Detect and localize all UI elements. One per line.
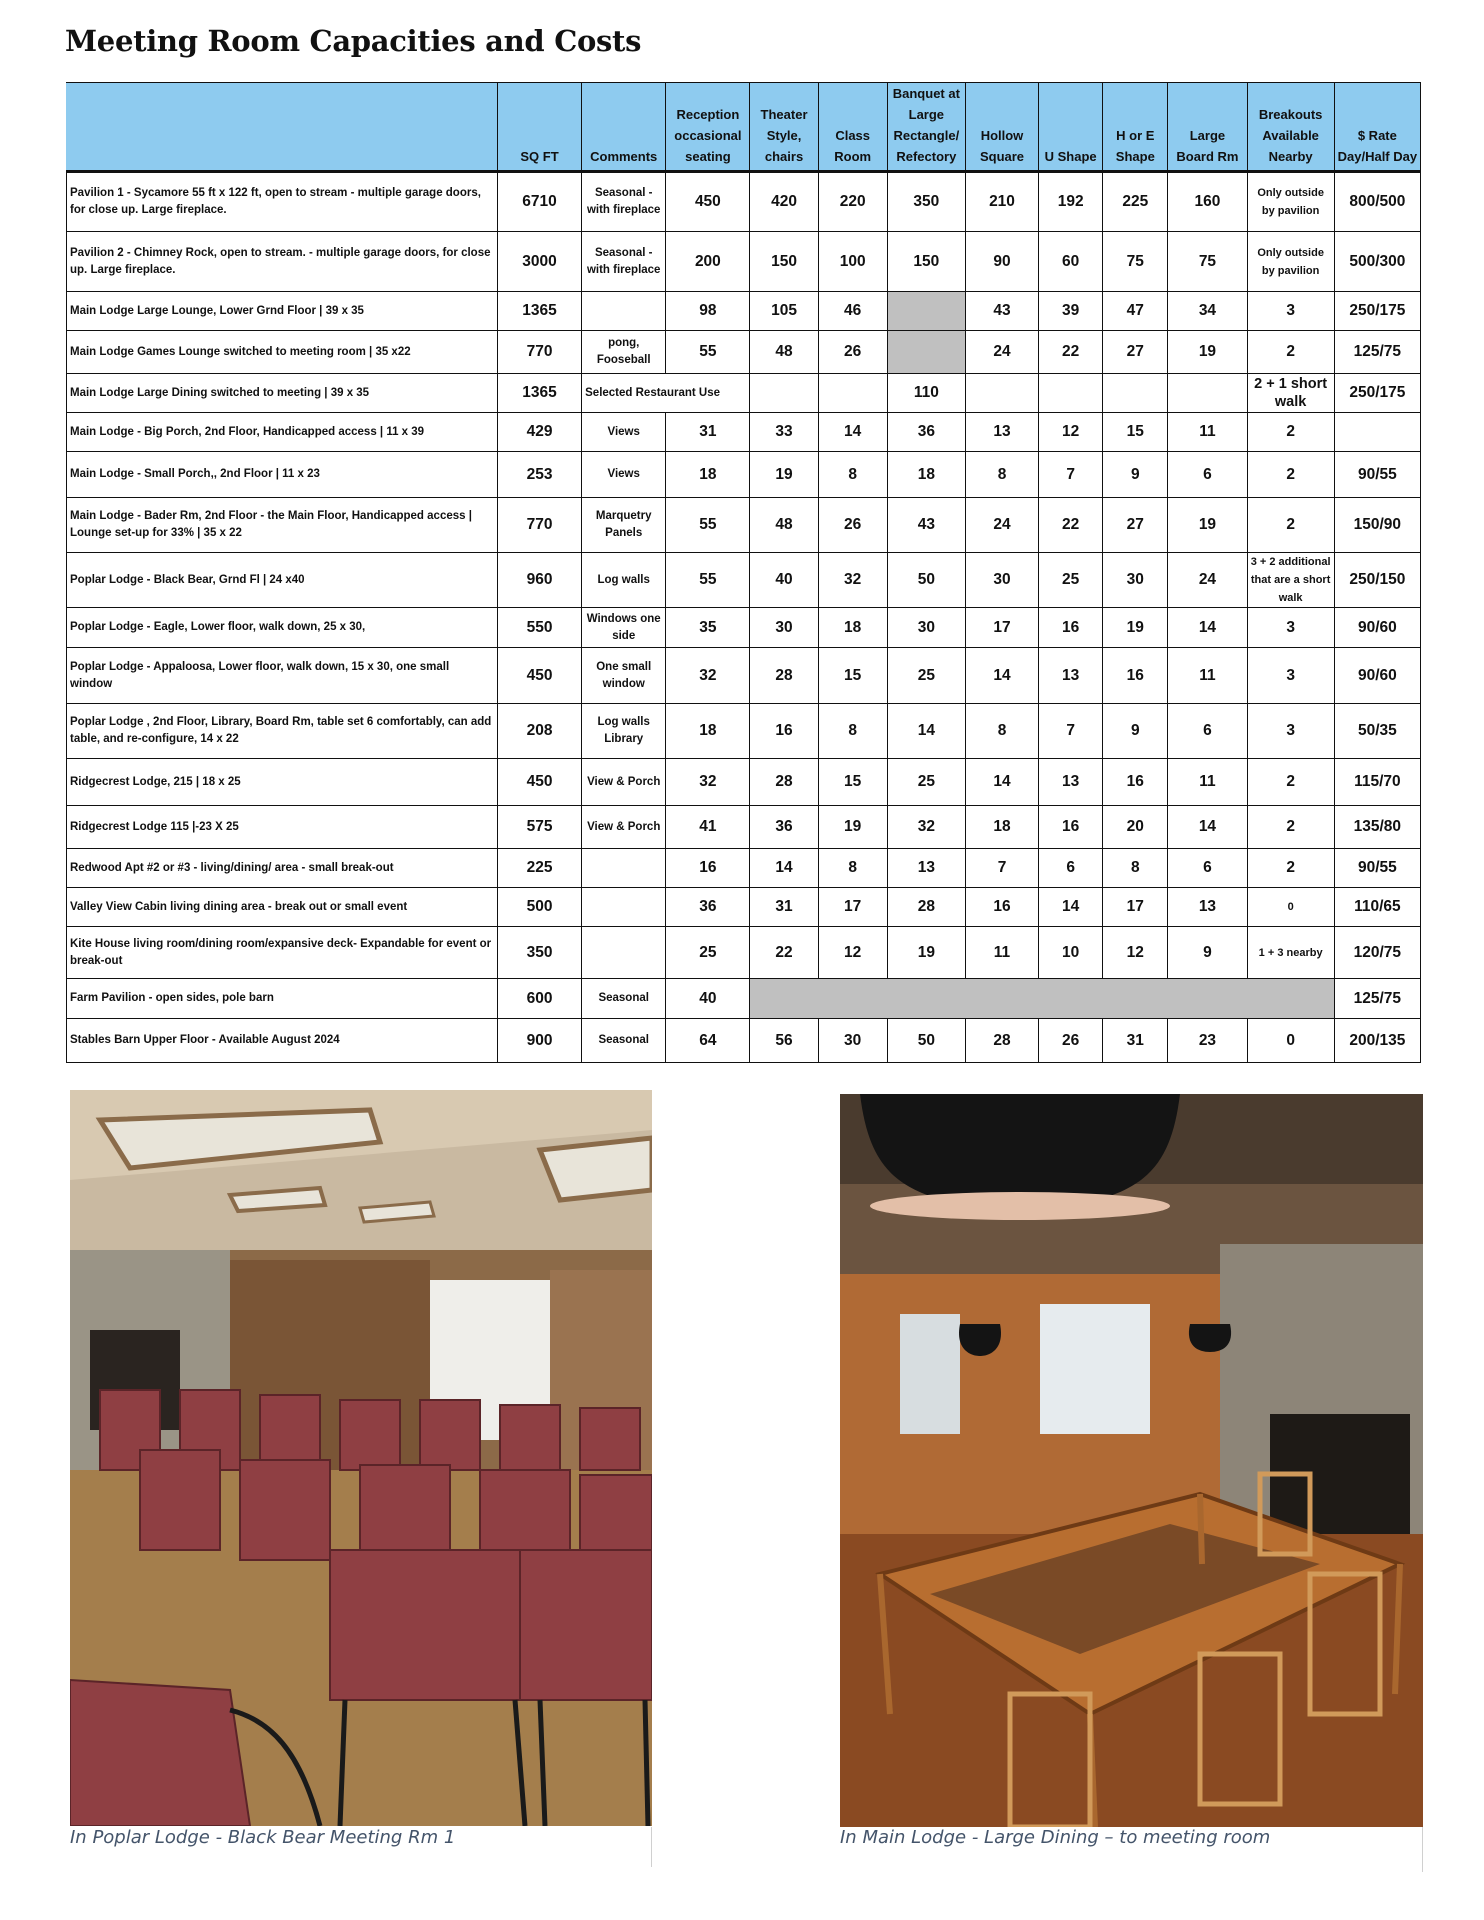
hollow-cell: 16: [965, 888, 1038, 927]
reception-cell: 40: [666, 979, 750, 1019]
ushape-cell: 22: [1039, 331, 1103, 374]
comments-cell: Seasonal: [582, 979, 666, 1019]
theater-cell: 36: [750, 806, 818, 849]
room-name-cell: Ridgecrest Lodge, 215 | 18 x 25: [67, 759, 498, 806]
ushape-cell: 60: [1039, 232, 1103, 292]
comments-cell: View & Porch: [582, 806, 666, 849]
classroom-cell: 15: [818, 648, 887, 704]
breakouts-cell: 1 + 3 nearby: [1247, 927, 1334, 979]
board-cell: [1168, 374, 1247, 413]
rate-cell: 250/175: [1334, 374, 1420, 413]
board-cell: 14: [1168, 806, 1247, 849]
sqft-cell: 225: [497, 849, 581, 888]
board-cell: 19: [1168, 498, 1247, 553]
breakouts-cell: 3 + 2 additional that are a short walk: [1247, 553, 1334, 608]
col-header-ushape: U Shape: [1039, 83, 1103, 172]
room-name-cell: Poplar Lodge - Black Bear, Grnd Fl | 24 x40: [67, 553, 498, 608]
ushape-cell: 12: [1039, 413, 1103, 452]
breakouts-cell: 2: [1247, 849, 1334, 888]
breakouts-cell: 2: [1247, 498, 1334, 553]
board-cell: 14: [1168, 608, 1247, 648]
hore-cell: 27: [1103, 498, 1168, 553]
table-row: [67, 374, 1421, 413]
hollow-cell: 14: [965, 648, 1038, 704]
col-header-theater: Theater Style, chairs: [750, 83, 818, 172]
theater-cell: 28: [750, 648, 818, 704]
board-cell: 6: [1168, 704, 1247, 759]
classroom-cell: 8: [818, 849, 887, 888]
reception-cell: 18: [666, 704, 750, 759]
breakouts-cell: 2: [1247, 759, 1334, 806]
ushape-cell: 26: [1039, 1019, 1103, 1063]
hollow-cell: 18: [965, 806, 1038, 849]
sqft-cell: 960: [497, 553, 581, 608]
rate-cell: 250/150: [1334, 553, 1420, 608]
breakouts-cell: Only outside by pavilion: [1247, 232, 1334, 292]
theater-cell: 40: [750, 553, 818, 608]
theater-cell: 56: [750, 1019, 818, 1063]
page-title: Meeting Room Capacities and Costs: [65, 24, 642, 58]
reception-cell: 32: [666, 648, 750, 704]
theater-cell: 48: [750, 498, 818, 553]
hollow-cell: 7: [965, 849, 1038, 888]
ushape-cell: [1039, 374, 1103, 413]
theater-cell: 30: [750, 608, 818, 648]
theater-cell: 105: [750, 292, 818, 331]
board-cell: 19: [1168, 331, 1247, 374]
room-name-cell: Pavilion 1 - Sycamore 55 ft x 122 ft, open to stream - multiple garage doors, for close up. Large fireplace.: [67, 172, 498, 232]
hollow-cell: 13: [965, 413, 1038, 452]
banquet-cell: 50: [887, 1019, 965, 1063]
table-row: [67, 608, 1421, 648]
hore-cell: 17: [1103, 888, 1168, 927]
classroom-cell: 8: [818, 452, 887, 498]
ushape-cell: 22: [1039, 498, 1103, 553]
right-caption-line: [1422, 1827, 1423, 1872]
rate-cell: 110/65: [1334, 888, 1420, 927]
room-name-cell: Stables Barn Upper Floor - Available August 2024: [67, 1019, 498, 1063]
theater-cell: 150: [750, 232, 818, 292]
classroom-cell: 26: [818, 498, 887, 553]
col-header-breakouts: Breakouts Available Nearby: [1247, 83, 1334, 172]
hore-cell: 31: [1103, 1019, 1168, 1063]
hollow-cell: 8: [965, 704, 1038, 759]
classroom-cell: 15: [818, 759, 887, 806]
reception-cell: 98: [666, 292, 750, 331]
rate-cell: 135/80: [1334, 806, 1420, 849]
reception-cell: 36: [666, 888, 750, 927]
rate-cell: 500/300: [1334, 232, 1420, 292]
sqft-cell: 1365: [497, 292, 581, 331]
theater-cell: 48: [750, 331, 818, 374]
breakouts-cell: 2: [1247, 413, 1334, 452]
reception-cell: 64: [666, 1019, 750, 1063]
sqft-cell: 3000: [497, 232, 581, 292]
ushape-cell: 7: [1039, 704, 1103, 759]
hollow-cell: 14: [965, 759, 1038, 806]
sqft-cell: 900: [497, 1019, 581, 1063]
table-row: [67, 172, 1421, 232]
table-row: [67, 849, 1421, 888]
reception-cell: 55: [666, 553, 750, 608]
hollow-cell: 43: [965, 292, 1038, 331]
comments-cell: Seasonal: [582, 1019, 666, 1063]
room-name-cell: Redwood Apt #2 or #3 - living/dining/ area - small break-out: [67, 849, 498, 888]
banquet-cell: 25: [887, 648, 965, 704]
left-caption-line: [651, 1827, 652, 1867]
rate-cell: 50/35: [1334, 704, 1420, 759]
reception-cell: 31: [666, 413, 750, 452]
breakouts-cell: 2: [1247, 331, 1334, 374]
classroom-cell: 8: [818, 704, 887, 759]
banquet-cell: 30: [887, 608, 965, 648]
board-cell: 23: [1168, 1019, 1247, 1063]
breakouts-cell: 2: [1247, 806, 1334, 849]
hollow-cell: 17: [965, 608, 1038, 648]
table-row: [67, 759, 1421, 806]
ushape-cell: 7: [1039, 452, 1103, 498]
hore-cell: 75: [1103, 232, 1168, 292]
rate-cell: 125/75: [1334, 979, 1420, 1019]
rate-cell: 125/75: [1334, 331, 1420, 374]
ushape-cell: 16: [1039, 806, 1103, 849]
comments-cell: Views: [582, 413, 666, 452]
breakouts-cell: 3: [1247, 608, 1334, 648]
comments-cell: Seasonal - with fireplace: [582, 232, 666, 292]
rate-cell: 90/60: [1334, 608, 1420, 648]
room-name-cell: Valley View Cabin living dining area - break out or small event: [67, 888, 498, 927]
room-name-cell: Main Lodge - Bader Rm, 2nd Floor - the Main Floor, Handicapped access | Lounge set-up for 33% | 35 x 22: [67, 498, 498, 553]
breakouts-cell: 0: [1247, 888, 1334, 927]
reception-cell: 32: [666, 759, 750, 806]
board-cell: 24: [1168, 553, 1247, 608]
classroom-cell: 220: [818, 172, 887, 232]
hore-cell: 20: [1103, 806, 1168, 849]
unavailable-block: [750, 979, 1334, 1019]
comments-cell: View & Porch: [582, 759, 666, 806]
comments-cell: Selected Restaurant Use: [582, 374, 750, 413]
classroom-cell: 12: [818, 927, 887, 979]
right-photo-caption: In Main Lodge - Large Dining – to meeting room: [840, 1827, 1271, 1848]
table-row: [67, 806, 1421, 849]
col-header-hore: H or E Shape: [1103, 83, 1168, 172]
reception-cell: 200: [666, 232, 750, 292]
hollow-cell: 24: [965, 498, 1038, 553]
rate-cell: 115/70: [1334, 759, 1420, 806]
hore-cell: 27: [1103, 331, 1168, 374]
hollow-cell: [965, 374, 1038, 413]
reception-cell: 18: [666, 452, 750, 498]
breakouts-cell: 3: [1247, 648, 1334, 704]
table-row: [67, 979, 1421, 1019]
classroom-cell: 30: [818, 1019, 887, 1063]
rate-cell: 250/175: [1334, 292, 1420, 331]
reception-cell: 25: [666, 927, 750, 979]
hollow-cell: 30: [965, 553, 1038, 608]
col-header-room: [67, 83, 498, 172]
table-row: [67, 888, 1421, 927]
table-row: [67, 927, 1421, 979]
hollow-cell: 11: [965, 927, 1038, 979]
table-body: [67, 172, 1421, 1063]
sqft-cell: 450: [497, 648, 581, 704]
rate-cell: 200/135: [1334, 1019, 1420, 1063]
room-name-cell: Main Lodge Large Lounge, Lower Grnd Floor | 39 x 35: [67, 292, 498, 331]
table-row: [67, 331, 1421, 374]
hore-cell: 12: [1103, 927, 1168, 979]
reception-cell: 16: [666, 849, 750, 888]
classroom-cell: 17: [818, 888, 887, 927]
banquet-cell: 28: [887, 888, 965, 927]
board-cell: 11: [1168, 648, 1247, 704]
table-row: [67, 1019, 1421, 1063]
room-name-cell: Main Lodge Large Dining switched to meeting | 39 x 35: [67, 374, 498, 413]
room-name-cell: Poplar Lodge - Appaloosa, Lower floor, walk down, 15 x 30, one small window: [67, 648, 498, 704]
hore-cell: 47: [1103, 292, 1168, 331]
comments-cell: Log walls Library: [582, 704, 666, 759]
comments-cell: Log walls: [582, 553, 666, 608]
board-cell: 160: [1168, 172, 1247, 232]
room-name-cell: Main Lodge Games Lounge switched to meeting room | 35 x22: [67, 331, 498, 374]
hore-cell: [1103, 374, 1168, 413]
comments-cell: Windows one side: [582, 608, 666, 648]
theater-cell: 420: [750, 172, 818, 232]
comments-cell: Seasonal - with fireplace: [582, 172, 666, 232]
rate-cell: 800/500: [1334, 172, 1420, 232]
hollow-cell: 90: [965, 232, 1038, 292]
comments-cell: Marquetry Panels: [582, 498, 666, 553]
header-row: [67, 83, 1421, 172]
room-name-cell: Poplar Lodge - Eagle, Lower floor, walk down, 25 x 30,: [67, 608, 498, 648]
breakouts-cell: Only outside by pavilion: [1247, 172, 1334, 232]
room-name-cell: Poplar Lodge , 2nd Floor, Library, Board Rm, table set 6 comfortably, can add table, and re-configure, 14 x 22: [67, 704, 498, 759]
banquet-cell: 18: [887, 452, 965, 498]
board-cell: 11: [1168, 759, 1247, 806]
hore-cell: 16: [1103, 648, 1168, 704]
classroom-cell: 19: [818, 806, 887, 849]
sqft-cell: 1365: [497, 374, 581, 413]
hore-cell: 225: [1103, 172, 1168, 232]
banquet-cell: 43: [887, 498, 965, 553]
reception-cell: 41: [666, 806, 750, 849]
photo-poplar-lodge: [70, 1090, 652, 1826]
ushape-cell: 25: [1039, 553, 1103, 608]
reception-cell: 55: [666, 498, 750, 553]
hore-cell: 19: [1103, 608, 1168, 648]
rate-cell: 90/60: [1334, 648, 1420, 704]
banquet-cell: 13: [887, 849, 965, 888]
col-header-hollow: Hollow Square: [965, 83, 1038, 172]
board-cell: 6: [1168, 849, 1247, 888]
sqft-cell: 429: [497, 413, 581, 452]
banquet-cell: [887, 331, 965, 374]
sqft-cell: 253: [497, 452, 581, 498]
breakouts-cell: 0: [1247, 1019, 1334, 1063]
table-row: [67, 553, 1421, 608]
col-header-banquet: Banquet at Large Rectangle/ Refectory: [887, 83, 965, 172]
room-name-cell: Main Lodge - Big Porch, 2nd Floor, Handicapped access | 11 x 39: [67, 413, 498, 452]
hore-cell: 9: [1103, 452, 1168, 498]
sqft-cell: 600: [497, 979, 581, 1019]
ushape-cell: 39: [1039, 292, 1103, 331]
rate-cell: 90/55: [1334, 849, 1420, 888]
ushape-cell: 192: [1039, 172, 1103, 232]
room-name-cell: Pavilion 2 - Chimney Rock, open to stream. - multiple garage doors, for close up. Large fireplace.: [67, 232, 498, 292]
comments-cell: One small window: [582, 648, 666, 704]
board-cell: 13: [1168, 888, 1247, 927]
reception-cell: 35: [666, 608, 750, 648]
banquet-cell: 110: [887, 374, 965, 413]
board-cell: 6: [1168, 452, 1247, 498]
comments-cell: Views: [582, 452, 666, 498]
breakouts-cell: 3: [1247, 292, 1334, 331]
hore-cell: 15: [1103, 413, 1168, 452]
theater-cell: 19: [750, 452, 818, 498]
theater-cell: 22: [750, 927, 818, 979]
col-header-board: Large Board Rm: [1168, 83, 1247, 172]
table-row: [67, 648, 1421, 704]
board-cell: 9: [1168, 927, 1247, 979]
ushape-cell: 13: [1039, 759, 1103, 806]
col-header-classroom: Class Room: [818, 83, 887, 172]
theater-cell: 28: [750, 759, 818, 806]
comments-cell: [582, 849, 666, 888]
theater-cell: 33: [750, 413, 818, 452]
rate-cell: 90/55: [1334, 452, 1420, 498]
left-photo-caption: In Poplar Lodge - Black Bear Meeting Rm 1: [70, 1827, 456, 1848]
col-header-sqft: SQ FT: [497, 83, 581, 172]
theater-cell: 14: [750, 849, 818, 888]
breakouts-cell: 2 + 1 short walk: [1247, 374, 1334, 413]
sqft-cell: 770: [497, 498, 581, 553]
banquet-cell: 36: [887, 413, 965, 452]
banquet-cell: [887, 292, 965, 331]
breakouts-cell: 2: [1247, 452, 1334, 498]
sqft-cell: 6710: [497, 172, 581, 232]
table-row: [67, 498, 1421, 553]
room-name-cell: Ridgecrest Lodge 115 |-23 X 25: [67, 806, 498, 849]
theater-cell: 16: [750, 704, 818, 759]
sqft-cell: 500: [497, 888, 581, 927]
rate-cell: [1334, 413, 1420, 452]
ushape-cell: 16: [1039, 608, 1103, 648]
hore-cell: 16: [1103, 759, 1168, 806]
hollow-cell: 8: [965, 452, 1038, 498]
table-row: [67, 232, 1421, 292]
ushape-cell: 13: [1039, 648, 1103, 704]
rate-cell: 150/90: [1334, 498, 1420, 553]
board-cell: 75: [1168, 232, 1247, 292]
col-header-comments: Comments: [582, 83, 666, 172]
classroom-cell: 26: [818, 331, 887, 374]
comments-cell: [582, 888, 666, 927]
banquet-cell: 19: [887, 927, 965, 979]
table-row: [67, 292, 1421, 331]
photo-main-lodge-dining: [840, 1094, 1423, 1827]
theater-cell: 31: [750, 888, 818, 927]
classroom-cell: 14: [818, 413, 887, 452]
room-name-cell: Farm Pavilion - open sides, pole barn: [67, 979, 498, 1019]
board-cell: 34: [1168, 292, 1247, 331]
ushape-cell: 10: [1039, 927, 1103, 979]
classroom-cell: [818, 374, 887, 413]
hore-cell: 8: [1103, 849, 1168, 888]
classroom-cell: 18: [818, 608, 887, 648]
reception-cell: 450: [666, 172, 750, 232]
hollow-cell: 28: [965, 1019, 1038, 1063]
banquet-cell: 150: [887, 232, 965, 292]
comments-cell: [582, 927, 666, 979]
sqft-cell: 770: [497, 331, 581, 374]
classroom-cell: 100: [818, 232, 887, 292]
banquet-cell: 25: [887, 759, 965, 806]
room-name-cell: Kite House living room/dining room/expansive deck- Expandable for event or break-out: [67, 927, 498, 979]
col-header-rate: $ Rate Day/Half Day: [1334, 83, 1420, 172]
sqft-cell: 350: [497, 927, 581, 979]
sqft-cell: 575: [497, 806, 581, 849]
theater-cell: [750, 374, 818, 413]
table-row: [67, 704, 1421, 759]
reception-cell: 55: [666, 331, 750, 374]
capacity-table: [66, 82, 1421, 1063]
room-name-cell: Main Lodge - Small Porch,, 2nd Floor | 11 x 23: [67, 452, 498, 498]
banquet-cell: 32: [887, 806, 965, 849]
sqft-cell: 450: [497, 759, 581, 806]
ushape-cell: 6: [1039, 849, 1103, 888]
banquet-cell: 14: [887, 704, 965, 759]
hore-cell: 30: [1103, 553, 1168, 608]
col-header-reception: Reception occasional seating: [666, 83, 750, 172]
comments-cell: pong, Fooseball: [582, 331, 666, 374]
sqft-cell: 208: [497, 704, 581, 759]
ushape-cell: 14: [1039, 888, 1103, 927]
hore-cell: 9: [1103, 704, 1168, 759]
board-cell: 11: [1168, 413, 1247, 452]
table-row: [67, 413, 1421, 452]
breakouts-cell: 3: [1247, 704, 1334, 759]
rate-cell: 120/75: [1334, 927, 1420, 979]
table-row: [67, 452, 1421, 498]
classroom-cell: 32: [818, 553, 887, 608]
hollow-cell: 210: [965, 172, 1038, 232]
sqft-cell: 550: [497, 608, 581, 648]
banquet-cell: 350: [887, 172, 965, 232]
classroom-cell: 46: [818, 292, 887, 331]
comments-cell: [582, 292, 666, 331]
hollow-cell: 24: [965, 331, 1038, 374]
banquet-cell: 50: [887, 553, 965, 608]
